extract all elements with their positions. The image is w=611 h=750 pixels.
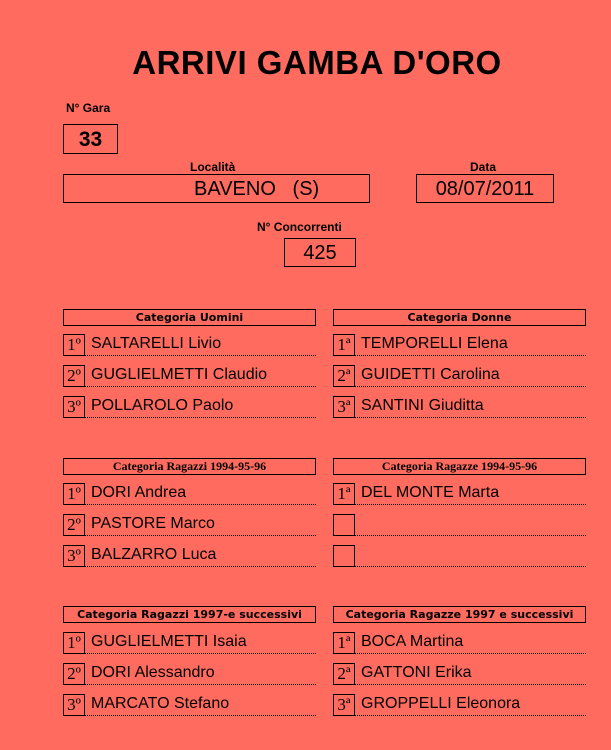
- athlete-name: TEMPORELLI Elena: [361, 335, 508, 352]
- ragazze2-entry-2[interactable]: [333, 663, 586, 685]
- ragazze1-entry-1[interactable]: [333, 483, 586, 505]
- position-box: 1ª: [333, 483, 355, 505]
- gara-field[interactable]: 33: [63, 124, 118, 154]
- dotted-line: [355, 535, 586, 536]
- athlete-name: DORI Andrea: [91, 484, 187, 501]
- dotted-line: [85, 386, 316, 387]
- dotted-line: [85, 684, 316, 685]
- dotted-line: [355, 355, 586, 356]
- data-label: Data: [470, 160, 497, 174]
- athlete-name: POLLAROLO Paolo: [91, 397, 234, 414]
- athlete-name: GATTONI Erika: [361, 664, 472, 681]
- ragazzi1-entry-2[interactable]: [63, 514, 316, 536]
- localita-label: Località: [190, 160, 236, 174]
- localita-value: BAVENO (S): [194, 178, 320, 200]
- donne-entry-3[interactable]: [333, 396, 586, 418]
- position-box: 2º: [63, 365, 85, 387]
- position-box: [333, 514, 355, 536]
- position-box: 2ª: [333, 365, 355, 387]
- dotted-line: [355, 504, 586, 505]
- dotted-line: [355, 653, 586, 654]
- position-box: [333, 545, 355, 567]
- ragazzi2-entry-1[interactable]: [63, 632, 316, 654]
- ragazze2-entry-3[interactable]: [333, 694, 586, 716]
- athlete-name: DORI Alessandro: [91, 664, 215, 681]
- dotted-line: [355, 684, 586, 685]
- dotted-line: [85, 715, 316, 716]
- athlete-name: BOCA Martina: [361, 633, 464, 650]
- page-title: ARRIVI GAMBA D'ORO: [132, 44, 502, 81]
- position-box: 1º: [63, 632, 85, 654]
- athlete-name: GUIDETTI Carolina: [361, 366, 500, 383]
- ragazzi2-entry-2[interactable]: [63, 663, 316, 685]
- donne-entry-2[interactable]: [333, 365, 586, 387]
- ragazze2-entry-1[interactable]: [333, 632, 586, 654]
- athlete-name: GROPPELLI Eleonora: [361, 695, 521, 712]
- ragazzi1-entry-3[interactable]: [63, 545, 316, 567]
- category-header-uomini: Categoria Uomini: [63, 309, 316, 326]
- dotted-line: [85, 417, 316, 418]
- ragazze1-entry-3[interactable]: [333, 545, 586, 567]
- category-header-ragazze-1994: Categoria Ragazze 1994-95-96: [333, 458, 586, 475]
- position-box: 3ª: [333, 396, 355, 418]
- category-header-ragazzi-1994: Categoria Ragazzi 1994-95-96: [63, 458, 316, 475]
- dotted-line: [355, 417, 586, 418]
- localita-field[interactable]: [63, 174, 370, 203]
- dotted-line: [355, 386, 586, 387]
- position-box: 1º: [63, 483, 85, 505]
- athlete-name: BALZARRO Luca: [91, 546, 217, 563]
- category-header-ragazze-1997: Categoria Ragazze 1997 e successivi: [333, 606, 586, 623]
- athlete-name: GUGLIELMETTI Claudio: [91, 366, 268, 383]
- category-header-ragazzi-1997: Categoria Ragazzi 1997-e successivi: [63, 606, 316, 623]
- position-box: 3ª: [333, 694, 355, 716]
- position-box: 2º: [63, 514, 85, 536]
- dotted-line: [355, 566, 586, 567]
- position-box: 3º: [63, 545, 85, 567]
- dotted-line: [85, 653, 316, 654]
- ragazzi1-entry-1[interactable]: [63, 483, 316, 505]
- concorrenti-field[interactable]: 425: [284, 238, 356, 267]
- athlete-name: DEL MONTE Marta: [361, 484, 500, 501]
- athlete-name: SANTINI Giuditta: [361, 397, 484, 414]
- ragazzi2-entry-3[interactable]: [63, 694, 316, 716]
- dotted-line: [85, 566, 316, 567]
- position-box: 2º: [63, 663, 85, 685]
- position-box: 2ª: [333, 663, 355, 685]
- dotted-line: [85, 504, 316, 505]
- athlete-name: PASTORE Marco: [91, 515, 215, 532]
- gara-label: N° Gara: [66, 101, 111, 115]
- category-header-donne: Categoria Donne: [333, 309, 586, 326]
- ragazze1-entry-2[interactable]: [333, 514, 586, 536]
- athlete-name: MARCATO Stefano: [91, 695, 230, 712]
- position-box: 1ª: [333, 334, 355, 356]
- dotted-line: [85, 535, 316, 536]
- donne-entry-1[interactable]: [333, 334, 586, 356]
- dotted-line: [85, 355, 316, 356]
- position-box: 1º: [63, 334, 85, 356]
- uomini-entry-1[interactable]: [63, 334, 316, 356]
- dotted-line: [355, 715, 586, 716]
- data-field[interactable]: 08/07/2011: [416, 174, 554, 203]
- concorrenti-label: N° Concorrenti: [257, 220, 342, 234]
- position-box: 3º: [63, 694, 85, 716]
- position-box: 1ª: [333, 632, 355, 654]
- uomini-entry-2[interactable]: [63, 365, 316, 387]
- position-box: 3º: [63, 396, 85, 418]
- athlete-name: GUGLIELMETTI Isaia: [91, 633, 247, 650]
- uomini-entry-3[interactable]: [63, 396, 316, 418]
- athlete-name: SALTARELLI Livio: [91, 335, 222, 352]
